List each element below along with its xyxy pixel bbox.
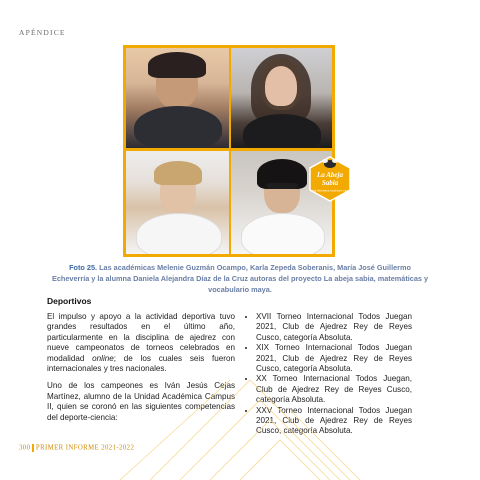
bee-logo-icon: [307, 156, 353, 202]
badge-subtitle: Aula Matemática vocabulario maya: [311, 189, 349, 193]
list-item: • XVII Torneo Internacional Todos Juegan 2021, Club de Ajedrez Rey de Reyes Cusco, categoría Absoluta.: [256, 312, 412, 343]
page-number: 300: [19, 444, 31, 452]
section-header: APÉNDICE: [19, 28, 66, 37]
list-item: • XX Torneo Internacional Todos Juegan, Club de Ajedrez Rey de Reyes Cusco, categoría Absoluta.: [256, 374, 412, 405]
page-footer: [19, 444, 134, 452]
footer-divider: [32, 444, 34, 452]
photo-collage: [123, 45, 349, 257]
decorative-lines: [0, 380, 480, 480]
paragraph-1: El impulso y apoyo a la actividad deportiva tuvo grandes resultados en el último año, particularmente en la disciplina de ajedrez con nueve campeonatos de torneos celebrados en modalidad online; de los cuales seis fueron internacionales y tres nacionales.: [47, 312, 235, 374]
badge-title-line1: La Abeja: [317, 171, 343, 179]
photo-caption: [50, 262, 430, 295]
report-title: PRIMER INFORME 2021-2022: [35, 444, 135, 452]
photo-academic-3: [126, 151, 229, 254]
list-item: • XIX Torneo Internacional Todos Juegan 2021, Club de Ajedrez Rey de Reyes Cusco, categoría Absoluta.: [256, 343, 412, 374]
photo-academic-2: [231, 48, 332, 148]
caption-lead: Foto 25.: [69, 263, 98, 272]
photo-academic-1: [126, 48, 229, 148]
section-title: Deportivos: [47, 296, 92, 306]
badge-title-line2: Sabia: [321, 179, 339, 187]
caption-text: Las académicas Melenie Guzmán Ocampo, Karla Zepeda Soberanis, María José Guillermo Echeverría y la alumna Daniela Alejandra Díaz de la Cruz autoras del proyecto La abeja sabia, matemáticas y vocabulario maya.: [51, 263, 429, 294]
paragraph-2: Uno de los campeones es Iván Jesús Cejas Martínez, alumno de la Unidad Académica Campus II, quien se coronó en las siguientes competencias del deporte-ciencia:: [47, 381, 235, 422]
emphasis-online: online: [92, 353, 114, 363]
list-item: • XXV Torneo Internacional Todos Juegan 2021, Club de Ajedrez Rey de Reyes Cusco, categoría Absoluta.: [256, 406, 412, 437]
